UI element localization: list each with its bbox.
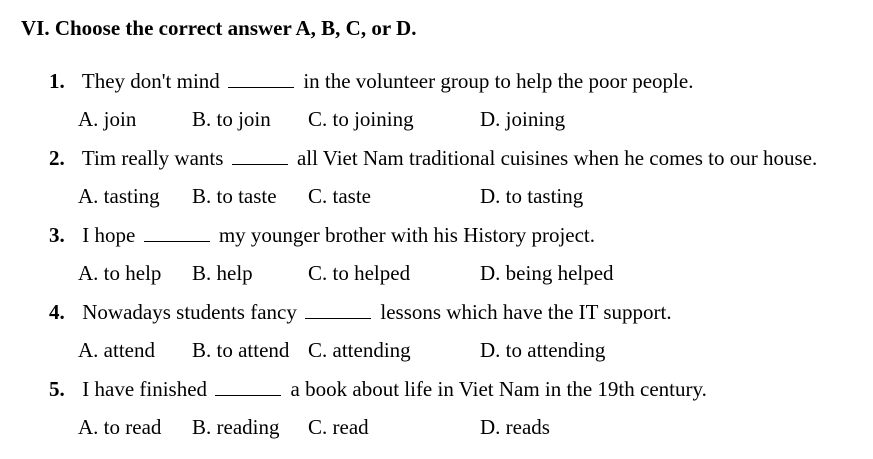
answer-blank	[228, 69, 294, 88]
option-d[interactable]: D. reads	[480, 415, 550, 439]
option-b[interactable]: B. to attend	[192, 338, 290, 362]
question-number: 2.	[49, 146, 65, 170]
question-stem	[49, 221, 595, 249]
option-d[interactable]: D. to attending	[480, 338, 606, 362]
answer-blank	[305, 300, 371, 319]
option-d[interactable]: D. to tasting	[480, 184, 584, 208]
question-3	[0, 221, 873, 297]
stem-after: all Viet Nam traditional cuisines when he comes to our house.	[296, 146, 818, 170]
option-d[interactable]: D. being helped	[480, 261, 614, 285]
stem-before: They don't mind	[81, 69, 220, 93]
answer-blank	[215, 377, 281, 396]
option-a[interactable]: A. to read	[78, 415, 162, 439]
stem-after: a book about life in Viet Nam in the 19th century.	[290, 377, 707, 401]
stem-after: lessons which have the IT support.	[380, 300, 672, 324]
option-a[interactable]: A. join	[78, 107, 137, 131]
question-2	[0, 144, 873, 220]
option-b[interactable]: B. to taste	[192, 184, 277, 208]
option-c[interactable]: C. to helped	[308, 261, 411, 285]
question-stem	[49, 144, 817, 172]
question-1	[0, 67, 873, 143]
question-5	[0, 375, 873, 451]
stem-after: my younger brother with his History project.	[218, 223, 596, 247]
option-d[interactable]: D. joining	[480, 107, 566, 131]
stem-before: Nowadays students fancy	[82, 300, 297, 324]
option-c[interactable]: C. taste	[308, 184, 371, 208]
answer-blank	[232, 146, 288, 165]
question-stem	[49, 67, 693, 95]
answer-blank	[144, 223, 210, 242]
stem-before: I hope	[82, 223, 136, 247]
option-b[interactable]: B. reading	[192, 415, 280, 439]
option-a[interactable]: A. to help	[78, 261, 162, 285]
option-c[interactable]: C. to joining	[308, 107, 414, 131]
question-number: 1.	[49, 69, 65, 93]
option-b[interactable]: B. to join	[192, 107, 271, 131]
option-c[interactable]: C. read	[308, 415, 369, 439]
stem-before: Tim really wants	[81, 146, 224, 170]
stem-before: I have finished	[82, 377, 208, 401]
option-a[interactable]: A. attend	[78, 338, 155, 362]
question-number: 4.	[49, 300, 65, 324]
option-a[interactable]: A. tasting	[78, 184, 160, 208]
option-c[interactable]: C. attending	[308, 338, 411, 362]
exercise-heading: VI. Choose the correct answer A, B, C, or D.	[21, 16, 417, 40]
question-4	[0, 298, 873, 374]
question-number: 3.	[49, 223, 65, 247]
question-stem	[49, 298, 672, 326]
stem-after: in the volunteer group to help the poor people.	[303, 69, 694, 93]
option-b[interactable]: B. help	[192, 261, 253, 285]
question-number: 5.	[49, 377, 65, 401]
question-stem	[49, 375, 707, 403]
